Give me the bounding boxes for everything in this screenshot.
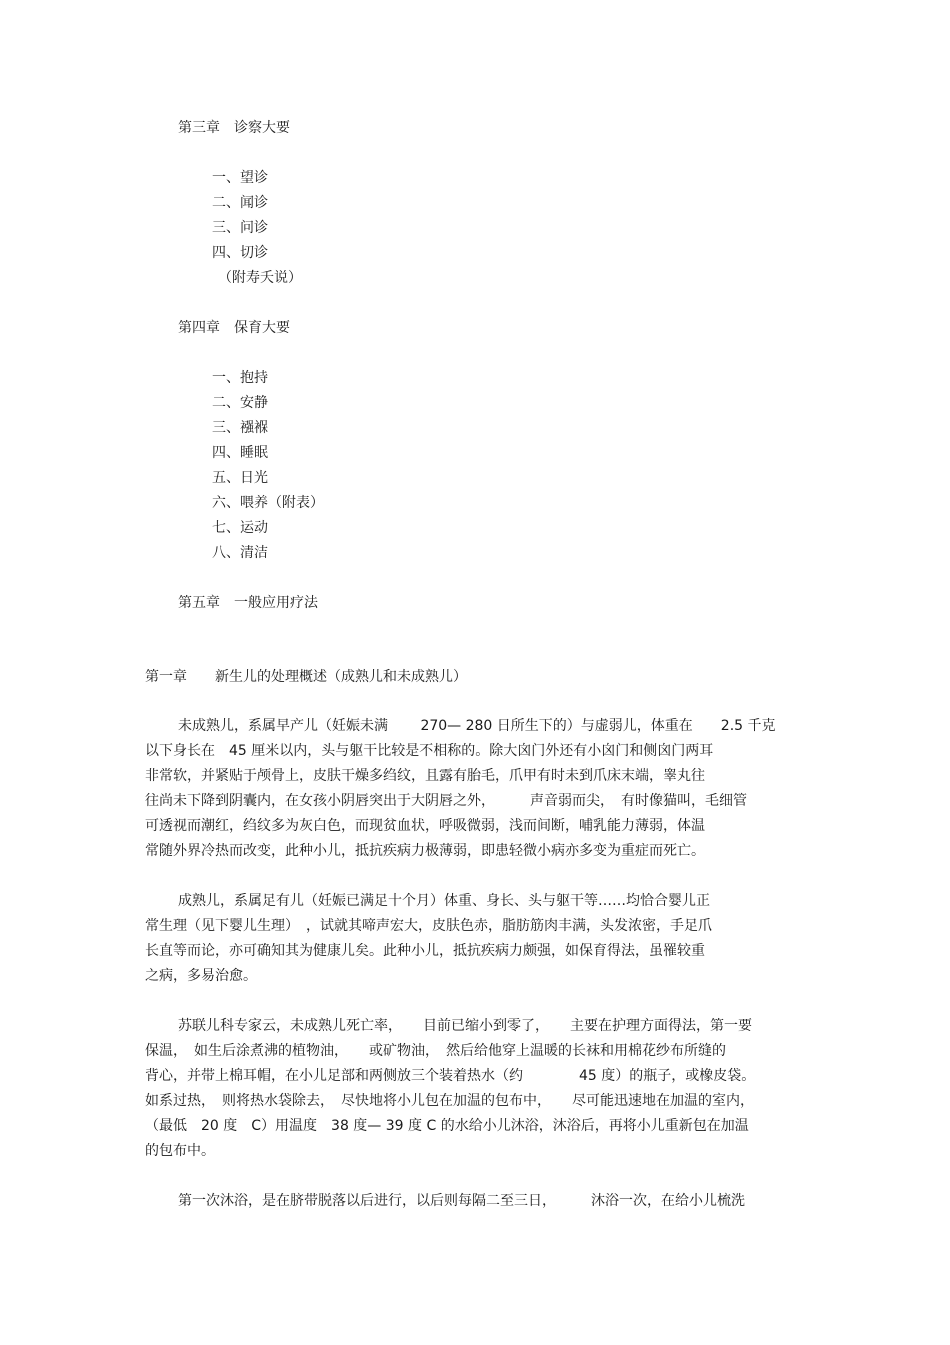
paragraph-line: （最低 20 度 C）用温度 38 度— 39 度 C 的水给小儿沐浴，沐浴后，再将小儿重新包在加温 [145,1118,749,1134]
toc-chapter3-item: 二、闻诊 [212,195,268,211]
paragraph-line: 成熟儿，系属足有儿（妊娠已满足十个月）体重、身长、头与躯干等……均恰合婴儿正 [178,893,710,909]
toc-chapter3-item: 四、切诊 [212,245,268,261]
paragraph-line: 可透视而潮红，绉纹多为灰白色，而现贫血状，呼吸微弱，浅而间断，哺乳能力薄弱，体温 [145,818,705,834]
paragraph-line: 之病，多易治愈。 [145,968,257,984]
toc-chapter3-item: 一、望诊 [212,170,268,186]
paragraph-line: 常生理（见下婴儿生理） ，试就其啼声宏大，皮肤色赤，脂肪筋肉丰满，头发浓密，手足爪 [145,918,712,934]
paragraph-line: 如系过热， 则将热水袋除去， 尽快地将小儿包在加温的包布中， 尽可能迅速地在加温的室内， [145,1093,754,1109]
toc-chapter4-item: 八、清洁 [212,545,268,561]
toc-chapter3-title: 第三章 诊察大要 [178,120,290,136]
toc-chapter5-title: 第五章 一般应用疗法 [178,595,318,611]
paragraph-line: 苏联儿科专家云，未成熟儿死亡率， 目前已缩小到零了， 主要在护理方面得法，第一要 [178,1018,752,1034]
toc-chapter4-item: 六、喂养（附表） [212,495,324,511]
paragraph-line: 第一次沐浴，是在脐带脱落以后进行，以后则每隔二至三日， 沐浴一次，在给小儿梳洗 [178,1193,745,1209]
toc-chapter4-item: 一、抱持 [212,370,268,386]
toc-chapter4-item: 二、安静 [212,395,268,411]
paragraph-line: 以下身长在 45 厘米以内，头与躯干比较是不相称的。除大囟门外还有小囟门和侧囟门两耳 [145,743,714,759]
paragraph-line: 长直等而论，亦可确知其为健康儿矣。此种小儿，抵抗疾病力颇强，如保育得法，虽罹较重 [145,943,705,959]
paragraph-line: 非常软，并紧贴于颅骨上，皮肤干燥多绉纹，且露有胎毛，爪甲有时未到爪床末端，睾丸往 [145,768,705,784]
paragraph-line: 往尚未下降到阴囊内，在女孩小阴唇突出于大阴唇之外， 声音弱而尖， 有时像猫叫，毛细管 [145,793,747,809]
toc-chapter4-item: 三、襁褓 [212,420,268,436]
toc-chapter4-item: 七、运动 [212,520,268,536]
toc-chapter4-item: 四、睡眠 [212,445,268,461]
toc-chapter4-title: 第四章 保育大要 [178,320,290,336]
paragraph-line: 未成熟儿，系属早产儿（妊娠未满 270— 280 日所生下的）与虚弱儿，体重在 2.5 千克 [178,718,776,734]
toc-chapter4-item: 五、日光 [212,470,268,486]
toc-chapter3-note: （附寿夭说） [218,270,302,286]
chapter1-heading: 第一章 新生儿的处理概述（成熟儿和未成熟儿） [145,669,467,685]
toc-chapter3-item: 三、问诊 [212,220,268,236]
paragraph-line: 的包布中。 [145,1143,215,1159]
paragraph-line: 常随外界冷热而改变，此种小儿，抵抗疾病力极薄弱，即患轻微小病亦多变为重症而死亡。 [145,843,705,859]
paragraph-line: 背心，并带上棉耳帽，在小儿足部和两侧放三个装着热水（约 45 度）的瓶子，或橡皮袋。 [145,1068,756,1084]
paragraph-line: 保温， 如生后涂煮沸的植物油， 或矿物油， 然后给他穿上温暖的长袜和用棉花纱布所缝的 [145,1043,726,1059]
